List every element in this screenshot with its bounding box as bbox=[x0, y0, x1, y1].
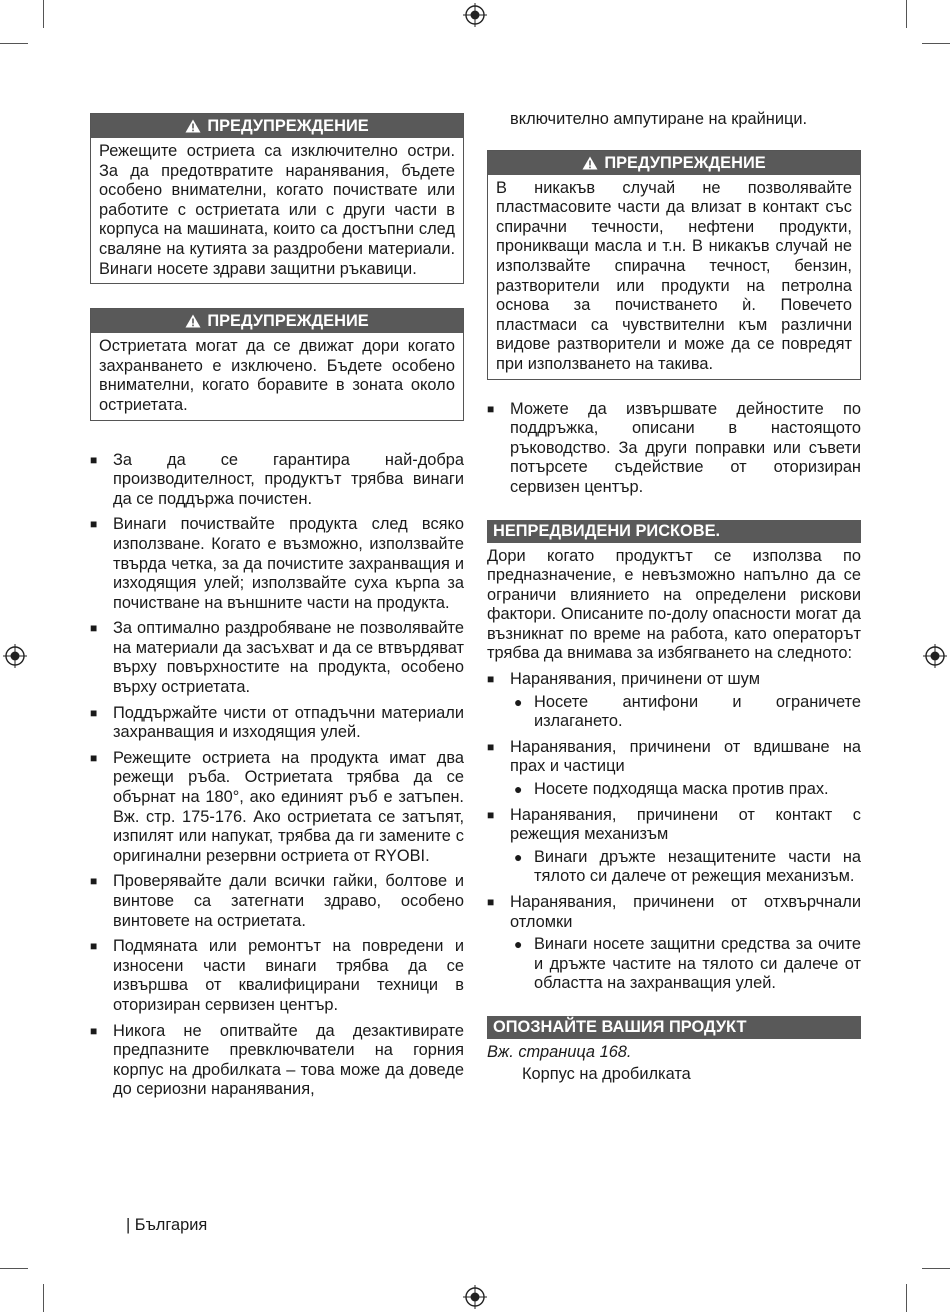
warning-box bbox=[90, 113, 464, 284]
crop-mark bbox=[906, 0, 907, 28]
crop-mark bbox=[0, 43, 28, 44]
sub-list-item: ● Винаги дръжте незащитените части на тялото си далече от режещия механизъм. bbox=[514, 847, 861, 886]
sub-list-item: ● Винаги носете защитни средства за очите и дръжте частите на тялото си далече от областта на захранващия улей. bbox=[514, 935, 861, 993]
list-item: ■ За оптимално раздробяване не позволявайте на материали да засъхват и да се втвърдяват върху повърхностите на продукта, особено върху остриетата. bbox=[90, 619, 464, 697]
see-page-reference: Вж. страница 168. bbox=[487, 1042, 632, 1061]
registration-mark-icon bbox=[463, 3, 487, 27]
warning-text: Режещите остриета са изключително остри. За да предотвратите наранявания, бъдете особено внимателни, когато почиствате или работите с остриетата или с други части в корпуса на машината, които са достъпни след сваляне на кутията за раздробени материали. Винаги носете здрави защитни ръкавици. bbox=[99, 142, 455, 278]
list-item: ■ За да се гарантира най-добра производителност, продуктът трябва винаги да се поддържа почистен. bbox=[90, 450, 464, 508]
continuation-text: включително ампутиране на крайници. bbox=[510, 110, 808, 128]
crop-mark bbox=[43, 1284, 44, 1312]
square-bullet-icon: ■ bbox=[487, 401, 495, 416]
page-footer-language: | България bbox=[126, 1216, 208, 1234]
sub-list-item: ● Носете подходяща маска против прах. bbox=[514, 780, 829, 799]
warning-label: ПРЕДУПРЕЖДЕНИЕ bbox=[207, 117, 369, 135]
crop-mark bbox=[922, 1268, 950, 1269]
sub-list-item: ● Носете антифони и ограничете излагането. bbox=[514, 692, 861, 731]
dot-bullet-icon: ● bbox=[514, 936, 523, 953]
right-column bbox=[487, 110, 861, 1084]
sub-list bbox=[510, 935, 861, 994]
maintenance-list bbox=[90, 451, 464, 1100]
list-item: ■ Можете да извършвате дейностите по поддръжка, описани в настоящото ръководство. За други поправки или съвети потърсете съдействие от оторизиран сервизен център. bbox=[487, 399, 861, 496]
list-item: ■ Наранявания, причинени от контакт с режещия механизъм ● Винаги дръжте незащитените части на тялото си далече от режещия механизъм. bbox=[487, 805, 861, 886]
square-bullet-icon: ■ bbox=[90, 750, 98, 765]
warning-header bbox=[488, 151, 860, 175]
square-bullet-icon: ■ bbox=[90, 452, 98, 467]
square-bullet-icon: ■ bbox=[90, 874, 98, 889]
list-item: ■ Режещите остриета на продукта имат два режещи ръба. Остриетата трябва да се обърнат на 180°, ако единият ръб е затъпен. Вж. стр. 175-176. Ако остриетата се затъпят, изпилят или напукат, трябва да ги замените с оригинални резервни остриета от RYOBI. bbox=[90, 748, 464, 865]
service-list bbox=[487, 400, 861, 498]
list-item: ■ Наранявания, причинени от шум ● Носете антифони и ограничете излагането. bbox=[487, 670, 861, 731]
square-bullet-icon: ■ bbox=[90, 705, 98, 720]
sub-list bbox=[510, 848, 861, 887]
registration-mark-icon bbox=[463, 1285, 487, 1309]
sub-list bbox=[510, 780, 861, 800]
square-bullet-icon: ■ bbox=[487, 807, 495, 822]
square-bullet-icon: ■ bbox=[90, 621, 98, 636]
square-bullet-icon: ■ bbox=[487, 672, 495, 687]
section-heading-risks: НЕПРЕДВИДЕНИ РИСКОВЕ. bbox=[487, 520, 861, 543]
list-item: ■ Проверявайте дали всички гайки, болтове и винтове са затегнати здраво, особено винтовете на остриетата. bbox=[90, 872, 464, 930]
list-item: ■ Поддържайте чисти от отпадъчни материали захранващия и изходящия улей. bbox=[90, 703, 464, 742]
crop-mark bbox=[922, 43, 950, 44]
risks-list bbox=[487, 670, 861, 994]
list-item: ■ Никога не опитвайте да дезактивирате предпазните превключватели на горния корпус на дробилката – това може да доведе до сериозни наранявания, bbox=[90, 1021, 464, 1099]
square-bullet-icon: ■ bbox=[90, 939, 98, 954]
warning-header bbox=[91, 309, 463, 333]
crop-mark bbox=[0, 1268, 28, 1269]
warning-triangle-icon bbox=[185, 314, 201, 328]
list-item: ■ Винаги почиствайте продукта след всяко използване. Когато е възможно, използвайте твърда четка, за да почистите захранващия и изходящия улей; използвайте суха кърпа за почистване на външните части на продукта. bbox=[90, 515, 464, 612]
dot-bullet-icon: ● bbox=[514, 781, 523, 798]
warning-header bbox=[91, 114, 463, 138]
warning-triangle-icon bbox=[582, 156, 598, 170]
product-part-label: Корпус на дробилката bbox=[522, 1064, 691, 1083]
list-item: ■ Наранявания, причинени от вдишване на прах и частици ● Носете подходяща маска против прах. bbox=[487, 737, 861, 799]
warning-box bbox=[90, 308, 464, 420]
square-bullet-icon: ■ bbox=[90, 517, 98, 532]
sub-list bbox=[510, 693, 861, 732]
registration-mark-icon bbox=[923, 644, 947, 668]
warning-label: ПРЕДУПРЕЖДЕНИЕ bbox=[207, 312, 369, 331]
crop-mark bbox=[906, 1284, 907, 1312]
list-item: ■ Подмяната или ремонтът на повредени и износени части винаги трябва да се извършва от квалифицирани техници в оторизиран сервизен център. bbox=[90, 937, 464, 1014]
square-bullet-icon: ■ bbox=[90, 1023, 98, 1038]
list-item: ■ Наранявания, причинени от отхвърчнали отломки ● Винаги носете защитни средства за очите и дръжте частите на тялото си далече от областта на захранващия улей. bbox=[487, 893, 861, 993]
dot-bullet-icon: ● bbox=[514, 693, 523, 710]
registration-mark-icon bbox=[3, 644, 27, 668]
dot-bullet-icon: ● bbox=[514, 848, 523, 865]
warning-text: В никакъв случай не позволявайте пластмасовите части да влизат в контакт със спирачни течности, нефтени продукти, проникващи масла и т.н. В никакъв случай не използвайте спирачна течност, бензин, разтворители или продукти на петролна основа за почистването ѝ. Повечето пластмаси са чувствителни към различни видове разтворители и може да се повредят при използването на такива. bbox=[496, 178, 852, 373]
left-column bbox=[90, 113, 464, 1106]
square-bullet-icon: ■ bbox=[487, 895, 495, 909]
warning-text: Остриетата могат да се движат дори когато захранването е изключено. Бъдете особено внимателни, когато боравите в зоната около остриетата. bbox=[99, 337, 455, 414]
section-heading-product: ОПОЗНАЙТЕ ВАШИЯ ПРОДУКТ bbox=[487, 1016, 861, 1039]
square-bullet-icon: ■ bbox=[487, 739, 495, 754]
risks-intro: Дори когато продуктът се използва по предназначение, е невъзможно напълно да се ограничи влиянието на определени рискови фактори. Описаните по-долу опасности могат да възникнат по време на работа, като операторът трябва да внимава за избягването на следното: bbox=[487, 546, 861, 663]
warning-triangle-icon bbox=[185, 119, 201, 133]
warning-label: ПРЕДУПРЕЖДЕНИЕ bbox=[604, 153, 766, 172]
warning-box bbox=[487, 150, 861, 380]
crop-mark bbox=[43, 0, 44, 28]
